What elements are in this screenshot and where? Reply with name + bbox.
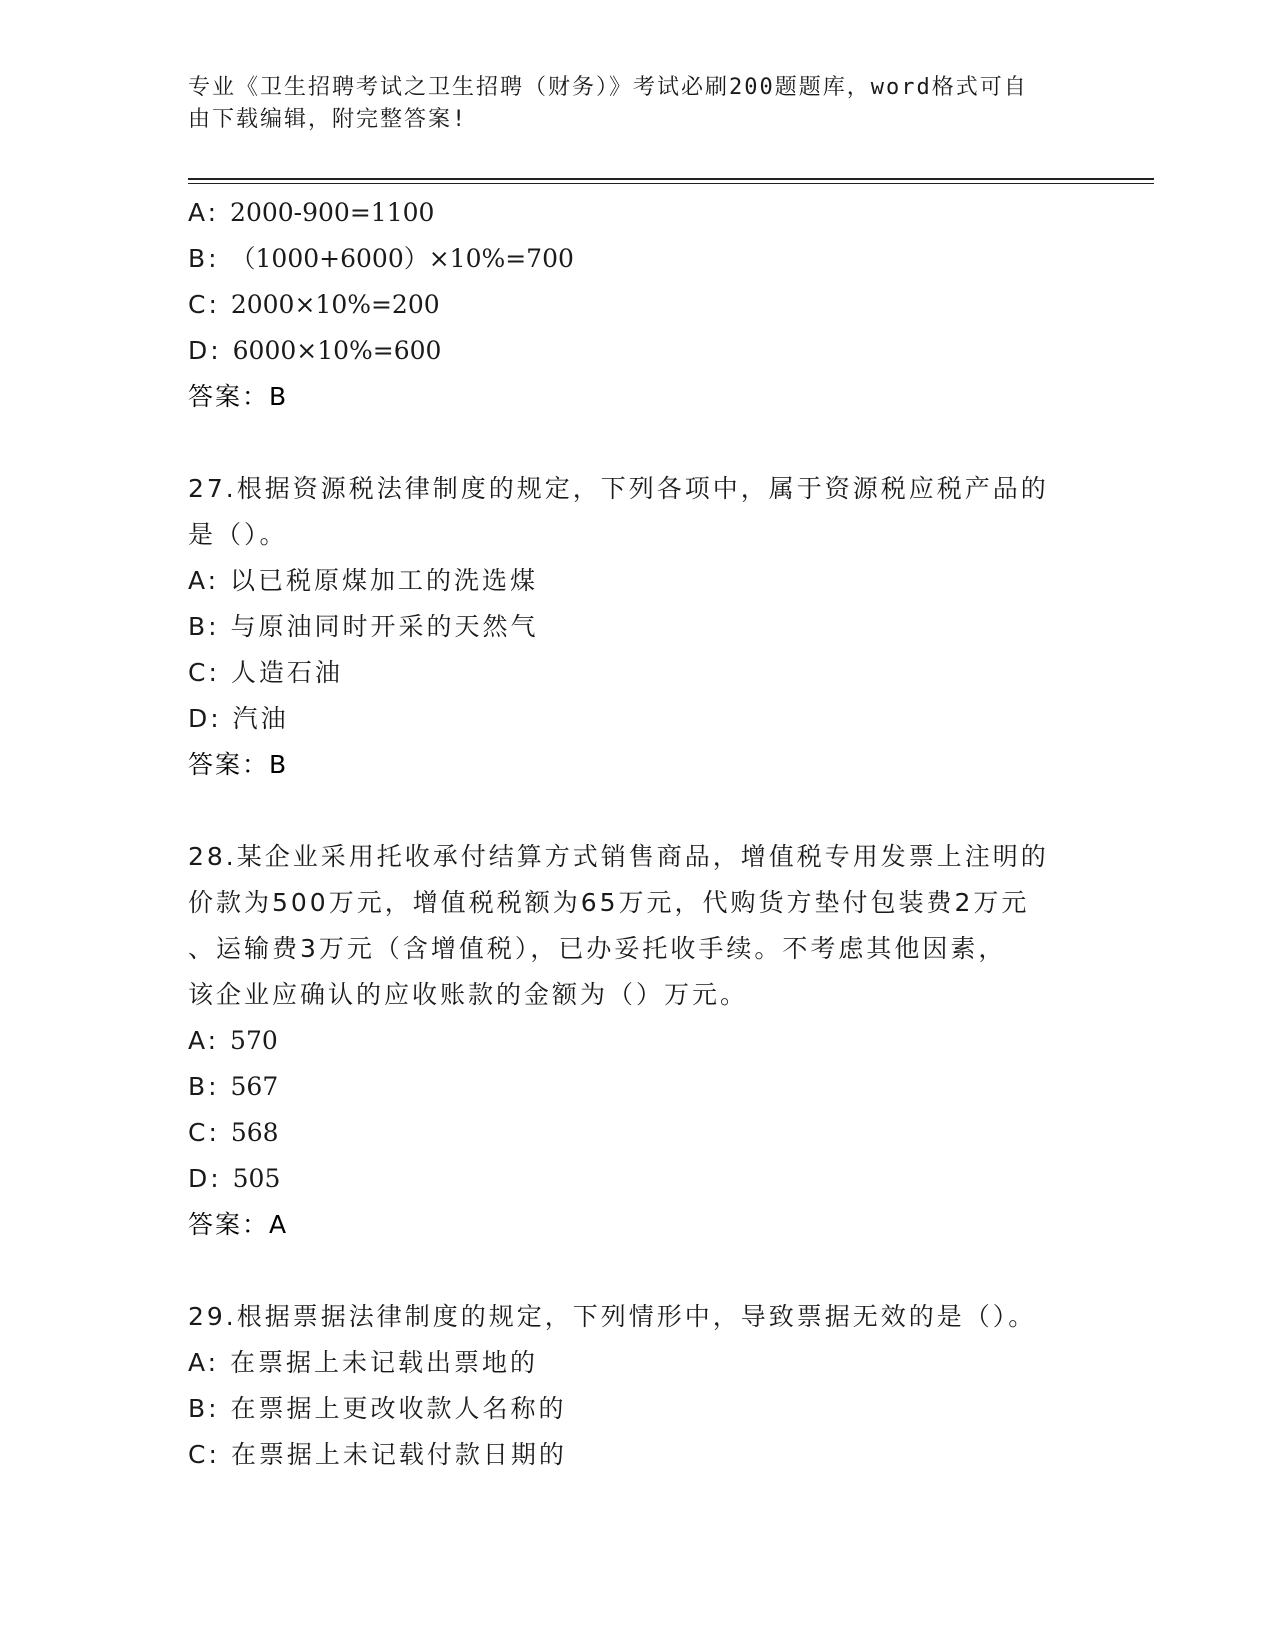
option-text: （1000+6000）×10%=700 (230, 244, 574, 273)
spacer (188, 1248, 1088, 1294)
question-list (188, 190, 1088, 1478)
option-text: 在票据上未记载出票地的 (230, 1348, 539, 1377)
option-label: A: (188, 566, 220, 595)
question-27 (188, 466, 1088, 788)
option-text: 以已税原煤加工的洗选煤 (230, 566, 539, 595)
option-c (188, 650, 1088, 696)
option-a (188, 1018, 1088, 1064)
option-label: A: (188, 1026, 220, 1055)
option-b (188, 1386, 1088, 1432)
header-title-line-1: 专业《卫生招聘考试之卫生招聘（财务）》考试必刷200题题库，word格式可自 (188, 75, 1028, 100)
option-label: A: (188, 198, 220, 227)
option-c (188, 282, 1088, 328)
option-c (188, 1432, 1088, 1478)
option-text: 6000×10%=600 (232, 336, 442, 365)
option-label: B: (188, 1072, 220, 1101)
header-divider-thick (188, 178, 1154, 180)
stem-line: 27.根据资源税法律制度的规定，下列各项中，属于资源税应税产品的 (188, 474, 1049, 503)
stem-line: 28.某企业采用托收承付结算方式销售商品，增值税专用发票上注明的 (188, 842, 1049, 871)
option-label: B: (188, 612, 220, 641)
option-label: B: (188, 244, 220, 273)
option-text: 2000×10%=200 (230, 290, 440, 319)
option-label: D: (188, 336, 222, 365)
option-b (188, 604, 1088, 650)
option-text: 人造石油 (230, 658, 343, 687)
stem-line: 价款为500万元，增值税税额为65万元，代购货方垫付包装费2万元 (188, 888, 1030, 917)
option-text: 568 (230, 1118, 279, 1147)
option-a (188, 190, 1088, 236)
option-label: C: (188, 1118, 220, 1147)
header-divider-thin (188, 183, 1154, 184)
question-stem (188, 1294, 1088, 1340)
option-d (188, 696, 1088, 742)
stem-line: 29.根据票据法律制度的规定，下列情形中，导致票据无效的是（）。 (188, 1302, 1037, 1331)
question-stem (188, 466, 1088, 558)
question-26 (188, 190, 1088, 420)
option-d (188, 1156, 1088, 1202)
option-label: C: (188, 290, 220, 319)
option-text: 570 (230, 1026, 278, 1055)
question-28 (188, 834, 1088, 1248)
option-text: 与原油同时开采的天然气 (230, 612, 539, 641)
option-label: B: (188, 1394, 220, 1423)
option-label: C: (188, 1440, 220, 1469)
option-text: 在票据上更改收款人名称的 (230, 1394, 567, 1423)
option-label: C: (188, 658, 220, 687)
option-b (188, 1064, 1088, 1110)
option-a (188, 1340, 1088, 1386)
option-text: 2000-900=1100 (230, 198, 435, 227)
header-title-line-2: 由下载编辑，附完整答案! (188, 107, 468, 132)
option-text: 505 (232, 1164, 281, 1193)
option-label: A: (188, 1348, 220, 1377)
stem-line: 、运输费3万元（含增值税），已办妥托收手续。不考虑其他因素， (188, 934, 1007, 963)
option-text: 汽油 (232, 704, 289, 733)
stem-line: 是（）。 (188, 520, 288, 549)
option-text: 在票据上未记载付款日期的 (230, 1440, 567, 1469)
option-a (188, 558, 1088, 604)
option-d (188, 328, 1088, 374)
document-header (188, 72, 1068, 136)
answer-line: 答案：B (188, 382, 289, 411)
option-label: D: (188, 704, 222, 733)
question-stem (188, 834, 1088, 1018)
stem-line: 该企业应确认的应收账款的金额为（）万元。 (188, 980, 749, 1009)
spacer (188, 420, 1088, 466)
option-label: D: (188, 1164, 222, 1193)
option-text: 567 (230, 1072, 279, 1101)
answer-line: 答案：A (188, 1210, 289, 1239)
question-29 (188, 1294, 1088, 1478)
option-c (188, 1110, 1088, 1156)
spacer (188, 788, 1088, 834)
option-b (188, 236, 1088, 282)
answer-line: 答案：B (188, 750, 289, 779)
